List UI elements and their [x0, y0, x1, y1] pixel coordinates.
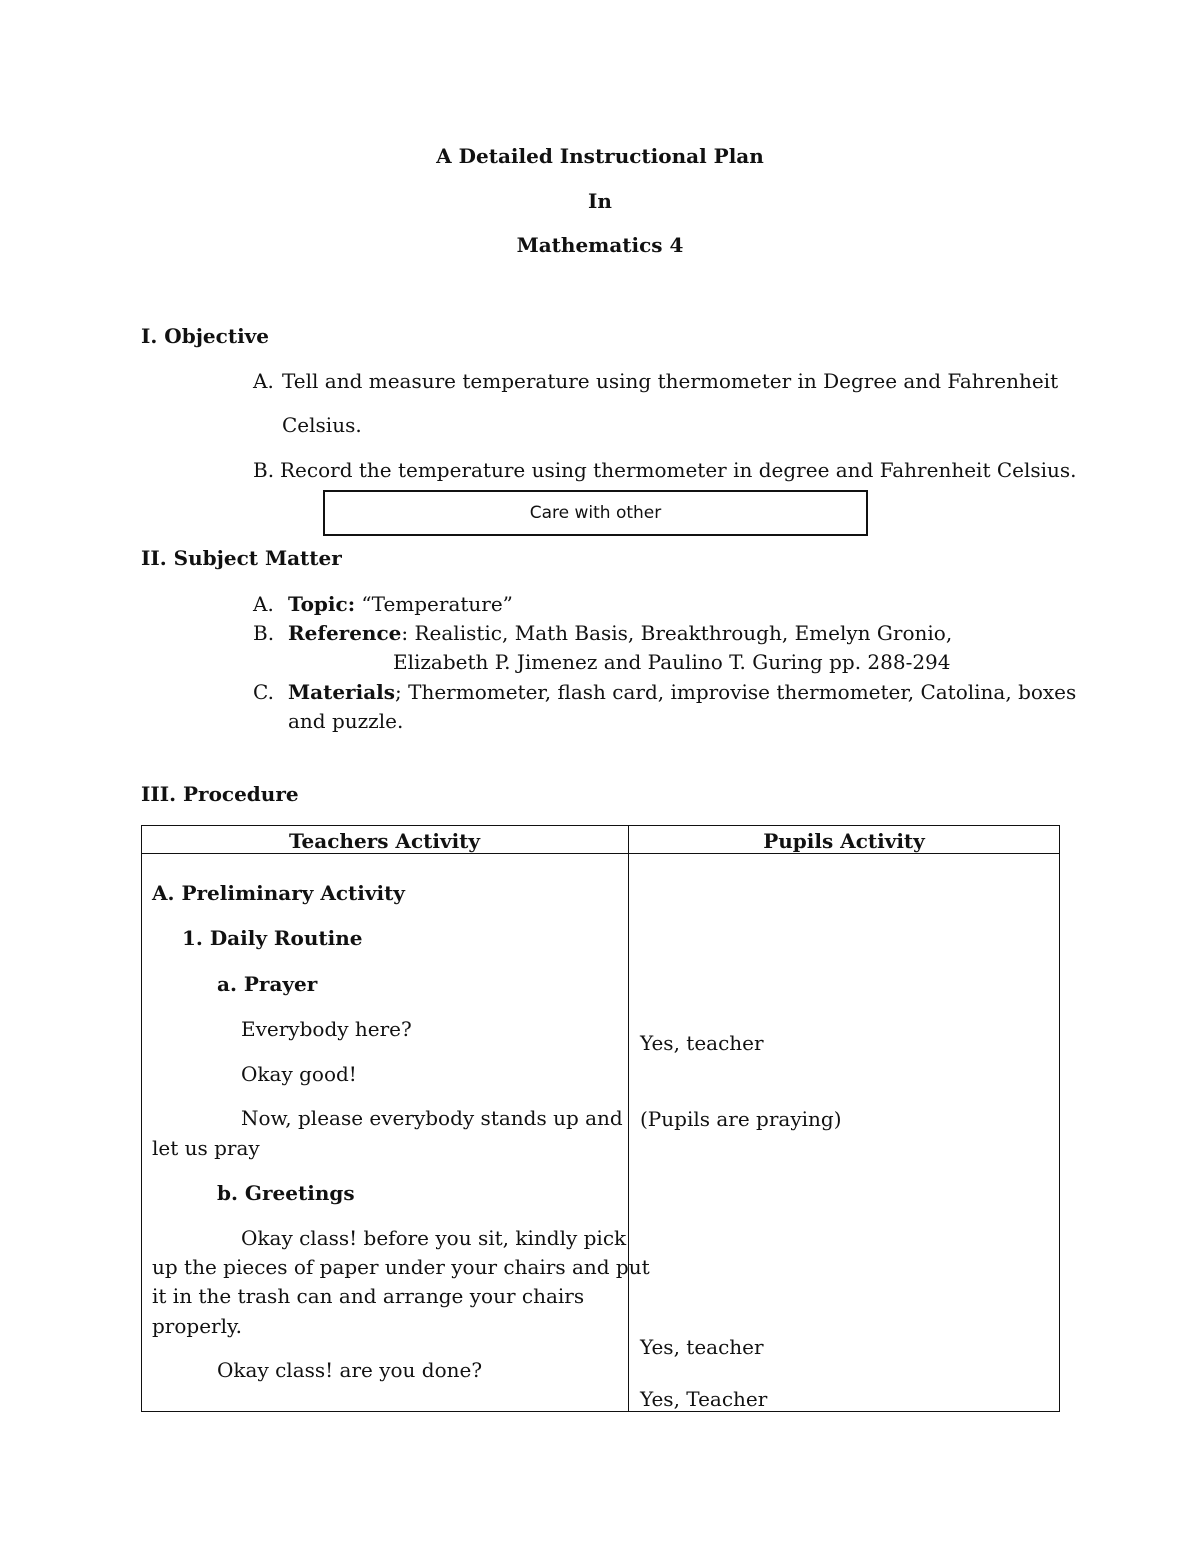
teacher-line: properly.: [152, 1314, 242, 1338]
materials-line: [288, 680, 1076, 704]
reference-line: [288, 621, 952, 645]
teacher-line: let us pray: [152, 1136, 260, 1160]
values-callout-box: Care with other: [323, 490, 868, 536]
objective-a-letter: A.: [253, 369, 274, 393]
pupil-response: Yes, Teacher: [640, 1387, 768, 1411]
pupils-activity-header: Pupils Activity: [763, 829, 925, 853]
objective-b-text: Record the temperature using thermometer in degree and Fahrenheit Celsius.: [280, 458, 1077, 482]
title-line-in: In: [588, 189, 612, 213]
teacher-line: Everybody here?: [241, 1017, 412, 1041]
materials-label: Materials: [288, 680, 396, 704]
teachers-activity-header: Teachers Activity: [288, 829, 481, 853]
topic-label: Topic:: [288, 592, 356, 616]
teacher-line: Okay good!: [241, 1062, 357, 1086]
teacher-line: up the pieces of paper under your chairs and put: [152, 1255, 650, 1279]
topic-letter: A.: [253, 592, 274, 616]
reference-cont: Elizabeth P. Jimenez and Paulino T. Guring pp. 288-294: [393, 650, 951, 674]
objective-heading: I. Objective: [141, 324, 270, 348]
topic-value: “Temperature”: [355, 592, 513, 616]
reference-letter: B.: [253, 621, 275, 645]
table-column-divider: [628, 825, 629, 1412]
objective-a-cont: Celsius.: [282, 413, 362, 437]
preliminary-activity: A. Preliminary Activity: [152, 881, 405, 905]
objective-a-text: Tell and measure temperature using thermometer in Degree and Fahrenheit: [282, 369, 1059, 393]
pupil-response: (Pupils are praying): [640, 1107, 842, 1131]
topic-line: [288, 592, 513, 616]
table-header-divider: [141, 853, 1060, 854]
materials-value: ; Thermometer, flash card, improvise thermometer, Catolina, boxes: [395, 680, 1077, 704]
materials-letter: C.: [253, 680, 274, 704]
teacher-line: Okay class! are you done?: [217, 1358, 483, 1382]
greetings-heading: b. Greetings: [217, 1181, 355, 1205]
subject-matter-heading: II. Subject Matter: [141, 546, 342, 570]
procedure-heading: III. Procedure: [141, 782, 299, 806]
prayer-heading: a. Prayer: [217, 972, 318, 996]
reference-label: Reference: [288, 621, 402, 645]
teacher-line: it in the trash can and arrange your chairs: [152, 1284, 585, 1308]
daily-routine: 1. Daily Routine: [182, 926, 363, 950]
reference-value: : Realistic, Math Basis, Breakthrough, Emelyn Gronio,: [401, 621, 953, 645]
teacher-line: Okay class! before you sit, kindly pick: [241, 1226, 627, 1250]
page-title: A Detailed Instructional Plan: [436, 144, 764, 168]
subject-title: Mathematics 4: [516, 233, 684, 257]
materials-cont: and puzzle.: [288, 709, 404, 733]
teacher-line: Now, please everybody stands up and: [241, 1106, 623, 1130]
pupil-response: Yes, teacher: [640, 1031, 764, 1055]
objective-b-letter: B.: [253, 458, 275, 482]
pupil-response: Yes, teacher: [640, 1335, 764, 1359]
